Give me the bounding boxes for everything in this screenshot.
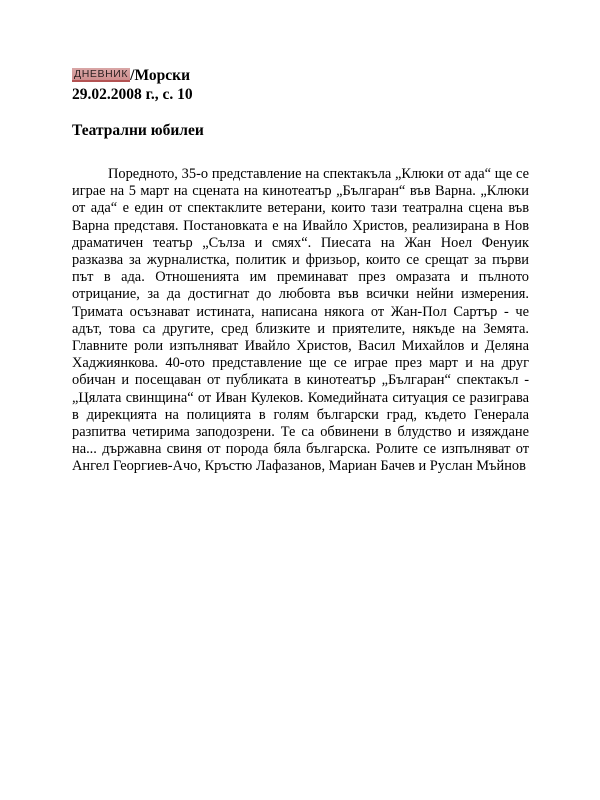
article-title: Театрални юбилеи bbox=[72, 122, 204, 139]
source-suffix: /Морски bbox=[130, 67, 190, 84]
date-line: 29.02.2008 г., с. 10 bbox=[72, 86, 193, 103]
source-line bbox=[72, 67, 190, 85]
article-body: Поредното, 35-о представление на спектакъла „Клюки от ада“ ще се играе на 5 март на сцената на кинотеатър „Българан“ във Варна. „Клюки от ада“ е един от спектаклите ветерани, които тази театрална сцена във Варна представя. Постановката е на Ивайло Христов, реализирана в Нов драматичен театър „Сълза и смях“. Пиесата на Жан Ноел Фенуик разказва за журналистка, политик и фризьор, които се срещат за първи път в ада. Отношенията им преминават през омразата и пълното отрицание, за да достигнат до любовта във всички нейни измерения. Тримата осъзнават истината, написана някога от Жан-Пол Сартър - че адът, това са другите, сред близките и приятелите, някъде на Земята. Главните роли изпълняват Ивайло Христов, Васил Михайлов и Деляна Хаджиянкова. 40-ото представление ще се играе през март и на друг обичан и посещаван от публиката в кинотеатър „Българан“ спектакъл - „Цялата свинщина“ от Иван Кулеков. Комедийната ситуация се разиграва в дирекцията на полицията в голям български град, където Генерала разпитва четирима заподозрени. Те са обвинени в блудство и изяждане на... държавна свиня от порода бяла българска. Ролите се изпълняват от Ангел Георгиев-Ачо, Кръстю Лафазанов, Мариан Бачев и Руслан Мъйнов bbox=[72, 166, 529, 475]
newspaper-logo: ДНЕВНИК bbox=[74, 68, 129, 80]
